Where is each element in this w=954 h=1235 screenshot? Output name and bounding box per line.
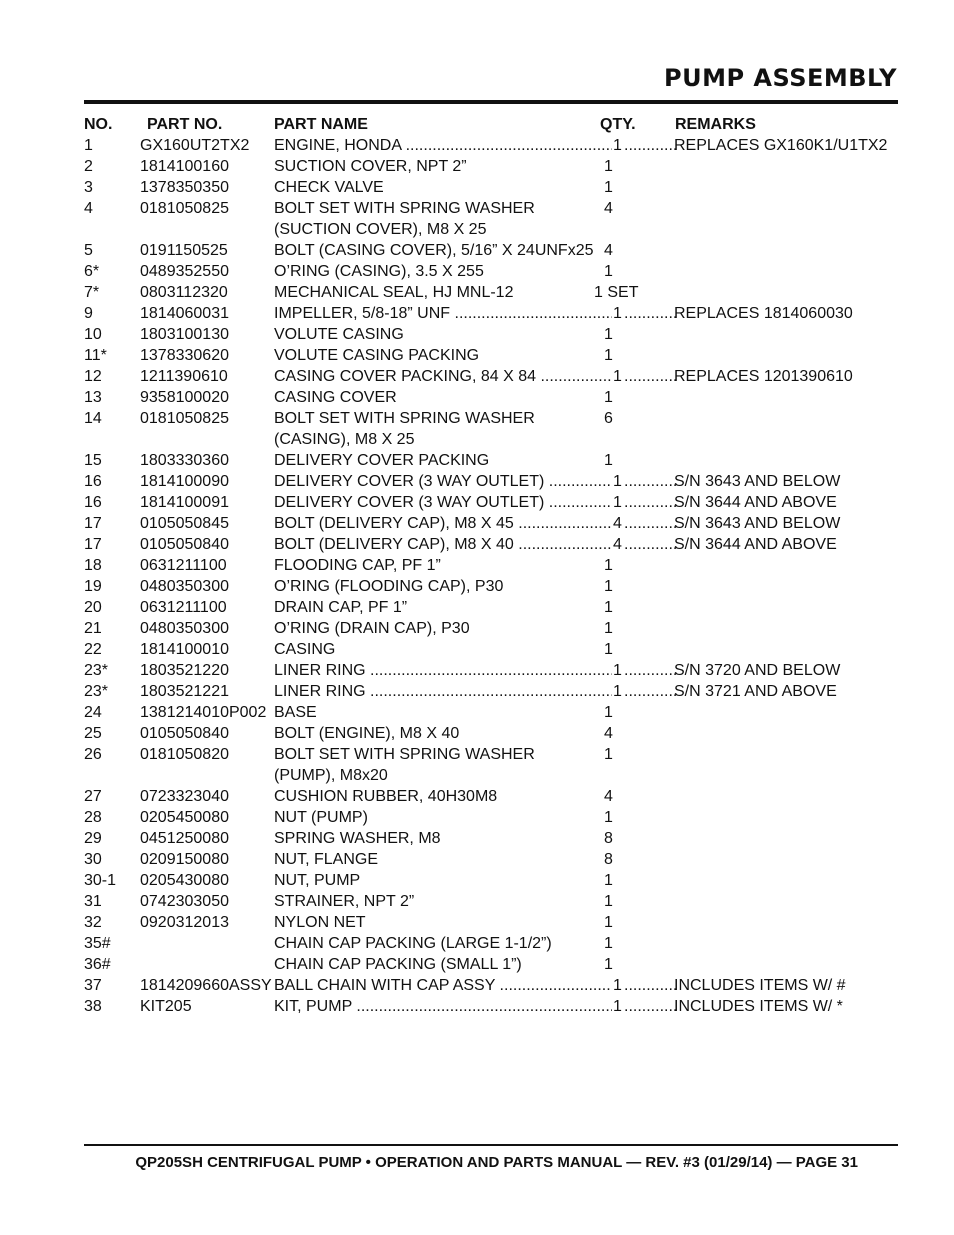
table-row [84,198,894,240]
quantity: 1 [613,305,622,322]
part-name: BOLT SET WITH SPRING WASHER [274,746,535,763]
quantity: 1 [613,977,622,994]
part-name-cell [274,555,614,576]
remarks-leader [624,135,677,156]
item-number: 11* [84,347,107,364]
part-name-cell [274,723,614,744]
part-name-cell [274,576,614,597]
part-name-cell [274,954,614,975]
quantity: 1 [604,956,613,973]
header-qty: QTY. [600,116,636,133]
part-name-cell [274,177,614,198]
table-row [84,849,894,870]
quantity: 4 [604,788,613,805]
quantity: 1 [613,494,622,511]
table-row [84,996,894,1017]
part-name-cell [274,240,614,261]
part-number: 1803521220 [140,662,229,679]
quantity: 6 [604,410,613,427]
quantity: 1 [604,557,613,574]
item-number: 12 [84,368,102,385]
quantity: 1 [604,641,613,658]
quantity: 1 [613,683,622,700]
part-name: NUT, PUMP [274,872,361,889]
remarks: REPLACES 1201390610 [674,368,853,385]
table-row [84,576,894,597]
part-name-cell [274,786,614,807]
item-number: 17 [84,515,102,532]
page-footer: QP205SH CENTRIFUGAL PUMP • OPERATION AND PARTS MANUAL — REV. #3 (01/29/14) — PAGE 31 [135,1154,858,1171]
part-name: DELIVERY COVER (3 WAY OUTLET) ..... [274,471,614,492]
quantity: 1 [604,158,613,175]
part-number: 0803112320 [140,284,228,301]
quantity: 1 [613,137,622,154]
table-row [84,345,894,366]
part-number: 0205430080 [140,872,229,889]
part-name: NYLON NET [274,914,366,931]
part-name-cell [274,492,614,513]
remarks: REPLACES 1814060030 [674,305,853,322]
part-number: 1814060031 [140,305,229,322]
part-number: 1814100091 [140,494,229,511]
item-number: 13 [84,389,102,406]
item-number: 15 [84,452,102,469]
item-number: 18 [84,557,102,574]
header-no: NO. [84,116,113,133]
part-number: 0742303050 [140,893,229,910]
item-number: 36# [84,956,111,973]
part-name: ENGINE, HONDA ..... [274,135,614,156]
part-number: 1814100160 [140,158,229,175]
item-number: 3 [84,179,93,196]
part-number: 0920312013 [140,914,229,931]
part-number: 0105050845 [140,515,229,532]
quantity: 1 [604,914,613,931]
table-row [84,282,894,303]
part-name: DELIVERY COVER PACKING [274,452,490,469]
part-number: 0209150080 [140,851,229,868]
part-number: 1378330620 [140,347,229,364]
part-number: 0480350300 [140,578,229,595]
part-number: 1814100090 [140,473,229,490]
part-name-cell [274,303,614,324]
table-row [84,408,894,450]
remarks: INCLUDES ITEMS W/ # [674,977,846,994]
part-name: CHAIN CAP PACKING (SMALL 1”) [274,956,522,973]
item-number: 27 [84,788,102,805]
part-name: LINER RING ..... [274,681,614,702]
item-number: 4 [84,200,93,217]
quantity: 1 [604,935,613,952]
table-row [84,828,894,849]
part-number: 0489352550 [140,263,229,280]
part-number: KIT205 [140,998,192,1015]
part-name: DELIVERY COVER (3 WAY OUTLET) ..... [274,492,614,513]
part-number: 1803100130 [140,326,229,343]
item-number: 17 [84,536,102,553]
part-name-cell [274,912,614,933]
part-name-cell [274,534,614,555]
part-number: 0631211100 [140,599,227,616]
part-name-continued: (PUMP), M8x20 [274,767,388,784]
table-row [84,471,894,492]
part-name-cell [274,975,614,996]
table-row [84,639,894,660]
table-row [84,366,894,387]
part-name-cell [274,933,614,954]
item-number: 1 [84,137,93,154]
table-row [84,303,894,324]
item-number: 16 [84,494,102,511]
item-number: 28 [84,809,102,826]
remarks-leader [624,996,677,1017]
part-name-cell [274,597,614,618]
part-name: CHECK VALVE [274,179,384,196]
part-name: NUT, FLANGE [274,851,379,868]
quantity: 1 [604,347,613,364]
item-number: 16 [84,473,102,490]
part-name: KIT, PUMP ..... [274,996,614,1017]
table-row [84,534,894,555]
part-name-continued: (SUCTION COVER), M8 X 25 [274,221,487,238]
part-name-cell [274,135,614,156]
part-name-cell [274,849,614,870]
part-name-cell [274,807,614,828]
item-number: 29 [84,830,102,847]
quantity: 1 [613,662,622,679]
quantity: 1 [604,578,613,595]
part-name: CASING [274,641,336,658]
part-number: 0480350300 [140,620,229,637]
remarks-leader [624,303,677,324]
part-name-cell [274,513,614,534]
part-name: CASING COVER PACKING, 84 X 84 ..... [274,366,614,387]
part-name: BOLT SET WITH SPRING WASHER [274,410,535,427]
part-name: MECHANICAL SEAL, HJ MNL-12 [274,284,514,301]
quantity: 4 [613,536,622,553]
remarks: S/N 3644 AND ABOVE [674,494,837,511]
part-name-cell [274,345,614,366]
item-number: 25 [84,725,102,742]
quantity: 1 [604,599,613,616]
quantity: 1 [604,389,613,406]
item-number: 7* [84,284,100,301]
part-name: O’RING (CASING), 3.5 X 255 [274,263,484,280]
part-name: FLOODING CAP, PF 1” [274,557,441,574]
remarks: REPLACES GX160K1/U1TX2 [674,137,888,154]
quantity: 8 [604,830,613,847]
part-name: BOLT (DELIVERY CAP), M8 X 40 ..... [274,534,614,555]
part-name: BOLT (DELIVERY CAP), M8 X 45 ..... [274,513,614,534]
remarks-leader [624,471,677,492]
item-number: 9 [84,305,93,322]
quantity: 1 SET [594,284,639,301]
remarks-leader [624,492,677,513]
remarks-leader [624,975,677,996]
remarks: S/N 3720 AND BELOW [674,662,841,679]
part-name: CHAIN CAP PACKING (LARGE 1-1/2”) [274,935,552,952]
table-row [84,912,894,933]
part-number: 0105050840 [140,725,229,742]
part-name-cell [274,702,614,723]
table-row [84,975,894,996]
item-number: 30-1 [84,872,117,889]
part-name: CASING COVER [274,389,397,406]
part-name-cell [274,282,614,303]
quantity: 8 [604,851,613,868]
header-rule [84,100,898,104]
item-number: 31 [84,893,102,910]
table-row [84,681,894,702]
part-name: SPRING WASHER, M8 [274,830,441,847]
quantity: 4 [604,242,613,259]
table-row [84,954,894,975]
table-row [84,618,894,639]
part-number: 0105050840 [140,536,229,553]
table-row [84,492,894,513]
parts-table [84,114,894,1017]
page-title: PUMP ASSEMBLY [664,64,897,92]
quantity: 1 [604,326,613,343]
header-part-name: PART NAME [274,116,368,133]
table-row [84,156,894,177]
part-number: 0181050825 [140,410,229,427]
part-name-cell [274,324,614,345]
part-name: CUSHION RUBBER, 40H30M8 [274,788,498,805]
item-number: 19 [84,578,102,595]
quantity: 1 [604,179,613,196]
table-row [84,597,894,618]
part-number: 1803330360 [140,452,229,469]
table-row [84,135,894,156]
remarks-leader [624,534,677,555]
part-number: 1803521221 [140,683,229,700]
part-name: BALL CHAIN WITH CAP ASSY ..... [274,975,614,996]
remarks-leader [624,366,677,387]
quantity: 1 [604,620,613,637]
part-name-cell [274,387,614,408]
item-number: 22 [84,641,102,658]
part-number: 1378350350 [140,179,229,196]
part-name: O’RING (FLOODING CAP), P30 [274,578,504,595]
item-number: 10 [84,326,102,343]
remarks: S/N 3643 AND BELOW [674,515,841,532]
part-number: 0181050825 [140,200,229,217]
part-name: IMPELLER, 5/8-18” UNF ..... [274,303,614,324]
part-number: 1814100010 [140,641,229,658]
part-number: GX160UT2TX2 [140,137,250,154]
part-name-cell [274,471,614,492]
part-name-cell [274,198,614,240]
quantity: 1 [613,998,622,1015]
part-number: 0723323040 [140,788,229,805]
item-number: 32 [84,914,102,931]
part-name: SUCTION COVER, NPT 2” [274,158,467,175]
table-row [84,240,894,261]
part-number: 0191150525 [140,242,228,259]
item-number: 20 [84,599,102,616]
part-name-cell [274,681,614,702]
part-name: STRAINER, NPT 2” [274,893,415,910]
part-name-cell [274,891,614,912]
item-number: 38 [84,998,102,1015]
item-number: 5 [84,242,93,259]
quantity: 1 [604,263,613,280]
remarks: INCLUDES ITEMS W/ * [674,998,843,1015]
table-row [84,261,894,282]
part-number: 1211390610 [140,368,228,385]
table-row [84,660,894,681]
part-name: VOLUTE CASING PACKING [274,347,480,364]
part-number: 9358100020 [140,389,229,406]
quantity: 1 [613,368,622,385]
remarks-leader [624,513,677,534]
remarks-leader [624,681,677,702]
part-name: NUT (PUMP) [274,809,368,826]
quantity: 1 [613,473,622,490]
item-number: 30 [84,851,102,868]
table-header-row [84,114,894,135]
part-name-cell [274,156,614,177]
table-row [84,702,894,723]
part-number: 1381214010P002 [140,704,267,721]
item-number: 2 [84,158,93,175]
table-row [84,387,894,408]
quantity: 1 [604,809,613,826]
part-number: 1814209660ASSY [140,977,272,994]
table-row [84,807,894,828]
part-number: 0181050820 [140,746,229,763]
part-name-cell [274,660,614,681]
quantity: 1 [604,746,613,763]
part-name-continued: (CASING), M8 X 25 [274,431,415,448]
part-name-cell [274,639,614,660]
part-name-cell [274,744,614,786]
part-name-cell [274,828,614,849]
part-name-cell [274,870,614,891]
table-row [84,786,894,807]
item-number: 6* [84,263,100,280]
remarks: S/N 3643 AND BELOW [674,473,841,490]
item-number: 21 [84,620,102,637]
header-remarks: REMARKS [675,116,756,133]
footer-rule [84,1144,898,1146]
quantity: 1 [604,704,613,721]
quantity: 1 [604,893,613,910]
part-number: 0631211100 [140,557,227,574]
part-name: O’RING (DRAIN CAP), P30 [274,620,470,637]
item-number: 35# [84,935,111,952]
item-number: 26 [84,746,102,763]
table-row [84,891,894,912]
table-row [84,513,894,534]
table-row [84,933,894,954]
part-name-cell [274,408,614,450]
item-number: 23* [84,662,109,679]
part-name-cell [274,261,614,282]
part-name: LINER RING ..... [274,660,614,681]
part-name: BOLT SET WITH SPRING WASHER [274,200,535,217]
item-number: 37 [84,977,102,994]
part-name-cell [274,618,614,639]
item-number: 14 [84,410,102,427]
quantity: 4 [613,515,622,532]
part-name: DRAIN CAP, PF 1” [274,599,408,616]
table-row [84,870,894,891]
table-row [84,324,894,345]
part-number: 0205450080 [140,809,229,826]
header-part-no: PART NO. [147,116,223,133]
part-name: BASE [274,704,317,721]
part-name-cell [274,450,614,471]
item-number: 24 [84,704,102,721]
remarks: S/N 3721 AND ABOVE [674,683,837,700]
table-row [84,555,894,576]
table-row [84,744,894,786]
quantity: 4 [604,725,613,742]
table-row [84,723,894,744]
part-name: BOLT (CASING COVER), 5/16” X 24UNFx25 [274,242,594,259]
remarks: S/N 3644 AND ABOVE [674,536,837,553]
part-name: BOLT (ENGINE), M8 X 40 [274,725,460,742]
quantity: 1 [604,872,613,889]
part-name-cell [274,996,614,1017]
table-row [84,450,894,471]
part-number: 0451250080 [140,830,229,847]
table-row [84,177,894,198]
item-number: 23* [84,683,109,700]
quantity: 1 [604,452,613,469]
quantity: 4 [604,200,613,217]
part-name-cell [274,366,614,387]
part-name: VOLUTE CASING [274,326,404,343]
remarks-leader [624,660,677,681]
